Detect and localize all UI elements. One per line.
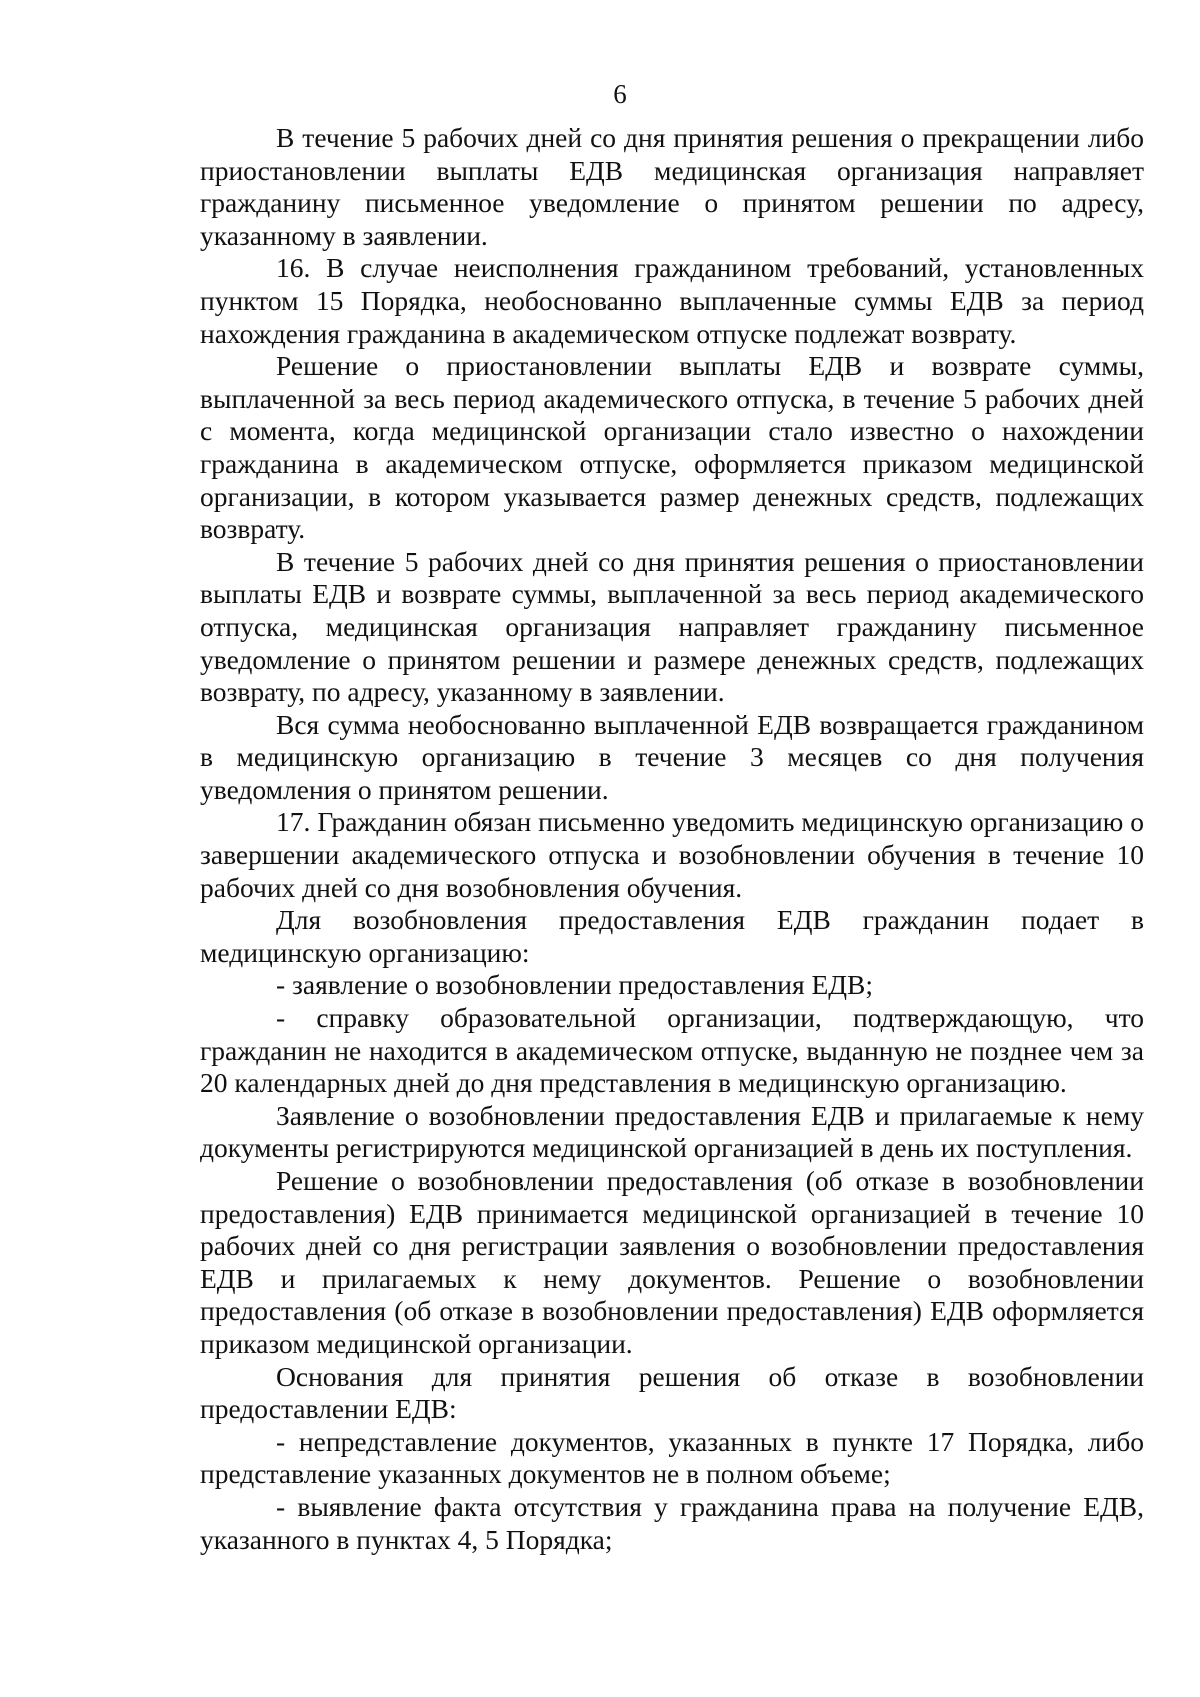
page-number: 6 [613, 79, 627, 109]
list-item: - выявление факта отсутствия у гражданина права на получение ЕДВ, указанного в пунктах 4, 5 Порядка; [200, 1490, 1144, 1555]
paragraph: Заявление о возобновлении предоставления ЕДВ и прилагаемые к нему документы регистрируются медицинской организацией в день их поступления. [200, 1099, 1144, 1164]
list-item: - справку образовательной организации, подтверждающую, что гражданин не находится в академическом отпуске, выданную не позднее чем за 20 календарных дней до дня представления в медицинскую организацию. [200, 1002, 1144, 1099]
paragraph: Для возобновления предоставления ЕДВ гражданин подает в медицинскую организацию: [200, 904, 1144, 968]
paragraph: В течение 5 рабочих дней со дня принятия решения о приостановлении выплаты ЕДВ и возврате суммы, выплаченной за весь период академического отпуска, медицинская организация направляет гражданину письменное уведомление о принятом решении и размере денежных средств, подлежащих возврату, по адресу, указанному в заявлении. [200, 545, 1144, 708]
paragraph: 17. Гражданин обязан письменно уведомить медицинскую организацию о завершении академического отпуска и возобновлении обучения в течение 10 рабочих дней со дня возобновления обучения. [200, 806, 1144, 903]
paragraph: Решение о возобновлении предоставления (об отказе в возобновлении предоставления) ЕДВ принимается медицинской организацией в течение 10 рабочих дней со дня регистрации заявления о возобновлении предоставления ЕДВ и прилагаемых к нему документов. Решение о возобновлении предоставления (об отказе в возобновлении предоставления) ЕДВ оформляется приказом медицинской организации. [200, 1165, 1144, 1359]
paragraph: В течение 5 рабочих дней со дня принятия решения о прекращении либо приостановлении выплаты ЕДВ медицинская организация направляет гражданину письменное уведомление о принятом решении по адресу, указанному в заявлении. [200, 122, 1144, 251]
list-item: - непредставление документов, указанных в пункте 17 Порядка, либо представление указанных документов не в полном объеме; [200, 1425, 1144, 1490]
paragraph: Решение о приостановлении выплаты ЕДВ и возврате суммы, выплаченной за весь период академического отпуска, в течение 5 рабочих дней с момента, когда медицинской организации стало известно о нахождении гражданина в академическом отпуске, оформляется приказом медицинской организации, в котором указывается размер денежных средств, подлежащих возврату. [200, 350, 1144, 545]
paragraph: Вся сумма необоснованно выплаченной ЕДВ возвращается гражданином в медицинскую организацию в течение 3 месяцев со дня получения уведомления о принятом решении. [200, 708, 1144, 805]
paragraph: 16. В случае неисполнения гражданином требований, установленных пунктом 15 Порядка, необоснованно выплаченные суммы ЕДВ за период нахождения гражданина в академическом отпуске подлежат возврату. [200, 252, 1144, 349]
list-item: - заявление о возобновлении предоставления ЕДВ; [276, 969, 874, 1001]
document-body [200, 122, 1144, 1556]
paragraph: Основания для принятия решения об отказе в возобновлении предоставлении ЕДВ: [200, 1360, 1144, 1425]
